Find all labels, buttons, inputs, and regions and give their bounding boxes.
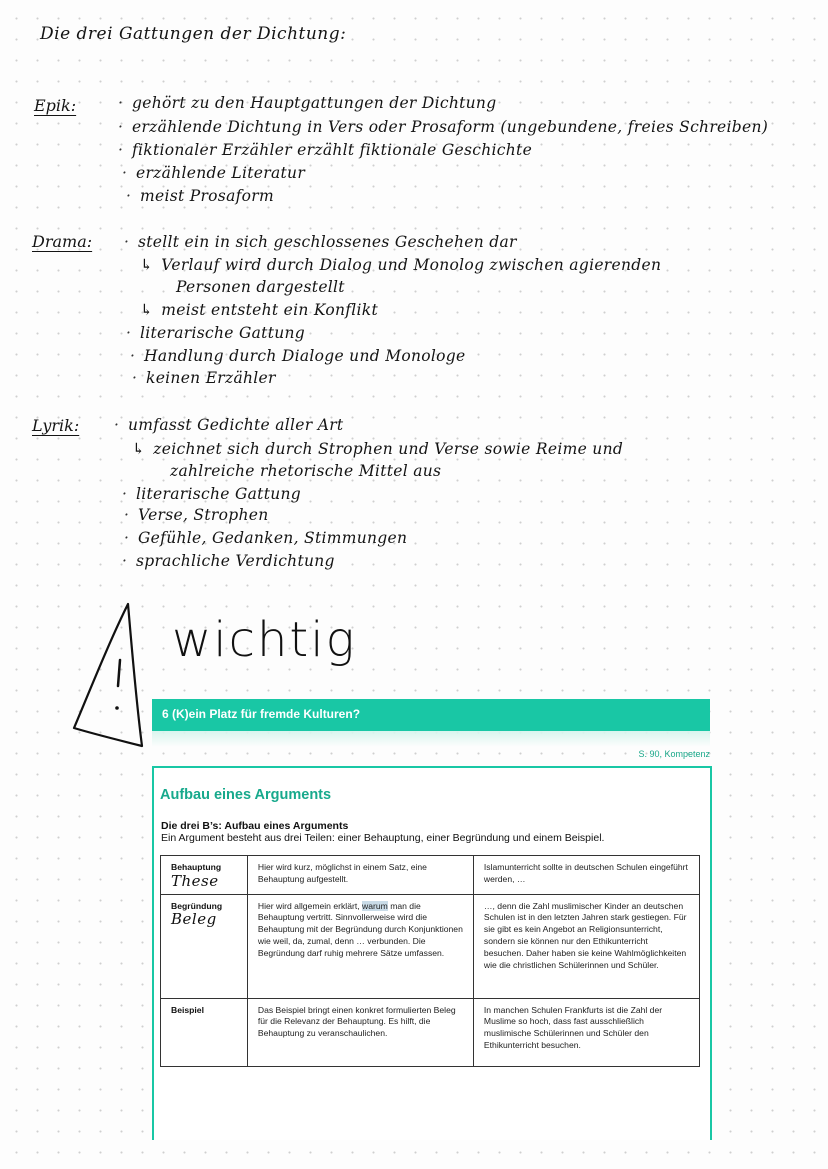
drama-line: · Handlung durch Dialoge und Monologe <box>144 347 466 365</box>
argument-table <box>160 855 700 1067</box>
desc-text: Hier wird allgemein erklärt, <box>257 900 363 911</box>
epik-line: · erzählende Dichtung in Vers oder Prosaform (ungebundene, freies Schreiben) <box>132 118 768 136</box>
table-row <box>161 894 700 998</box>
example-cell: …, denn die Zahl muslimischer Kinder an deutschen Schulen ist in den letzten Jahren stark gestiegen. Für sie gibt es kein Angebot an Religionsunterricht, sondern sie können nur den Ethikunterricht besuchen. Daher haben sie keine Wahlmöglichkeiten wie die christlichen Schülerinnen und Schüler. <box>473 894 699 998</box>
warning-icon <box>70 600 150 754</box>
epik-line: · erzählende Literatur <box>136 164 305 182</box>
desc-text: man die Behauptung vertritt. Sinnvollerweise wird die Behauptung mit der Begründung durch Konjunktionen wie weil, da, zumal, denn … verbunden. Die Begründung darf ruhig mehrere Sätze umfassen. <box>257 900 463 958</box>
page-title: Die drei Gattungen der Dichtung: <box>40 24 347 44</box>
lyrik-line: · Verse, Strophen <box>138 506 268 524</box>
drama-line: · stellt ein in sich geschlossenes Geschehen dar <box>138 233 517 251</box>
drama-line: · keinen Erzähler <box>146 369 276 387</box>
lyrik-subline: ↳ zeichnet sich durch Strophen und Verse sowie Reime und <box>132 440 623 458</box>
drama-line: · literarische Gattung <box>140 324 305 342</box>
epik-line: · gehört zu den Hauptgattungen der Dichtung <box>132 94 496 112</box>
drama-subline-cont: Personen dargestellt <box>176 278 345 296</box>
sub-heading: Die drei B’s: Aufbau eines Arguments <box>161 820 349 832</box>
description-cell <box>247 894 473 998</box>
wichtig-note: wichtig <box>172 612 357 668</box>
term-label: Begründung <box>171 900 223 911</box>
drama-label: Drama: <box>32 232 93 251</box>
example-cell: In manchen Schulen Frankfurts ist die Zahl der Muslime so hoch, dass fast ausschließlich muslimische Schülerinnen und Schüler den Ethikunterricht besuchen. <box>473 998 699 1066</box>
intro-text: Ein Argument besteht aus drei Teilen: einer Behauptung, einer Begründung und einem Beispiel. <box>161 832 605 844</box>
handwritten-note: Beleg <box>171 910 217 929</box>
table-row <box>161 856 700 895</box>
epik-line: · meist Prosaform <box>140 187 274 205</box>
term-cell <box>161 856 248 895</box>
drama-subline: ↳ meist entsteht ein Konflikt <box>140 301 378 319</box>
description-cell: Hier wird kurz, möglichst in einem Satz, eine Behauptung aufgestellt. <box>247 856 473 895</box>
lyrik-label: Lyrik: <box>32 416 80 435</box>
page-reference: S. 90, Kompetenz <box>638 749 710 759</box>
description-cell: Das Beispiel bringt einen konkret formulierten Beleg für die Relevanz der Behauptung. Es hilft, die Behauptung zu veranschaulichen. <box>247 998 473 1066</box>
lyrik-line: · literarische Gattung <box>136 485 301 503</box>
epik-label: Epik: <box>34 96 77 115</box>
epik-line: · fiktionaler Erzähler erzählt fiktionale Geschichte <box>132 141 532 159</box>
table-row <box>161 998 700 1066</box>
term-cell <box>161 894 248 998</box>
handwritten-note: These <box>171 871 219 890</box>
chapter-bar-shade <box>152 731 710 747</box>
term-label: Beispiel <box>171 1004 204 1015</box>
term-cell <box>161 998 248 1066</box>
lyrik-line: · Gefühle, Gedanken, Stimmungen <box>138 529 407 547</box>
lyrik-subline-cont: zahlreiche rhetorische Mittel aus <box>170 462 442 480</box>
lyrik-line: · sprachliche Verdichtung <box>136 552 335 570</box>
box-title: Aufbau eines Arguments <box>160 787 332 803</box>
drama-subline: ↳ Verlauf wird durch Dialog und Monolog zwischen agierenden <box>140 256 661 274</box>
example-cell: Islamunterricht sollte in deutschen Schulen eingeführt werden, … <box>473 856 699 895</box>
highlighted-word: warum <box>362 900 388 911</box>
lyrik-line: · umfasst Gedichte aller Art <box>128 416 343 434</box>
chapter-title: 6 (K)ein Platz für fremde Kulturen? <box>162 707 361 721</box>
term-label: Behauptung <box>171 862 222 872</box>
